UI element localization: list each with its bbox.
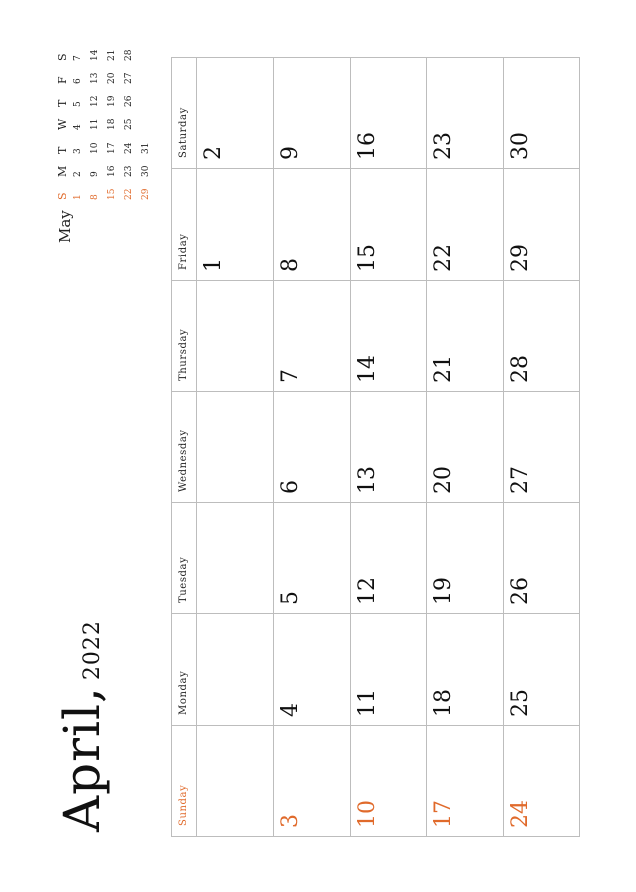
date-cell-29[interactable]: 29 <box>508 244 533 272</box>
mini-date-14: 14 <box>90 49 100 61</box>
date-cell-23[interactable]: 23 <box>431 132 456 160</box>
weekday-label-sunday: Sunday <box>178 784 189 826</box>
date-cell-19[interactable]: 19 <box>431 577 456 605</box>
mini-date-2: 2 <box>73 171 83 177</box>
mini-weekday-initial: S <box>56 192 69 200</box>
grid-row-divider <box>171 613 580 614</box>
page-title <box>55 620 120 832</box>
mini-date-27: 27 <box>124 72 134 84</box>
mini-weekday-initial: S <box>56 53 69 61</box>
mini-date-12: 12 <box>90 95 100 107</box>
mini-date-24: 24 <box>124 142 134 154</box>
mini-weekday-initial: F <box>56 76 69 84</box>
date-cell-25[interactable]: 25 <box>508 689 533 717</box>
mini-weekday-initial: T <box>56 99 69 107</box>
date-cell-27[interactable]: 27 <box>508 466 533 494</box>
grid-row-divider <box>171 57 580 58</box>
mini-date-23: 23 <box>124 165 134 177</box>
date-cell-18[interactable]: 18 <box>431 689 456 717</box>
year-label: 2022 <box>80 620 105 681</box>
date-cell-30[interactable]: 30 <box>508 132 533 160</box>
mini-date-20: 20 <box>107 72 117 84</box>
grid-column-divider <box>579 57 580 837</box>
grid-column-divider <box>171 57 172 837</box>
date-cell-28[interactable]: 28 <box>508 355 533 383</box>
mini-calendar-title: May <box>56 210 74 243</box>
date-cell-22[interactable]: 22 <box>431 244 456 272</box>
mini-date-30: 30 <box>141 165 151 177</box>
mini-date-21: 21 <box>107 49 117 61</box>
weekday-label-friday: Friday <box>178 233 189 270</box>
mini-date-29: 29 <box>141 188 151 200</box>
grid-row-divider <box>171 502 580 503</box>
mini-weekday-initial: W <box>56 118 69 130</box>
mini-date-13: 13 <box>90 72 100 84</box>
date-cell-8[interactable]: 8 <box>278 258 303 272</box>
mini-date-22: 22 <box>124 188 134 200</box>
date-cell-15[interactable]: 15 <box>355 244 380 272</box>
grid-row-divider <box>171 168 580 169</box>
mini-date-28: 28 <box>124 49 134 61</box>
mini-weekday-initial: T <box>56 146 69 154</box>
grid-column-divider <box>426 57 427 837</box>
grid-row-divider <box>171 836 580 837</box>
grid-column-divider <box>196 57 197 837</box>
weekday-label-monday: Monday <box>178 670 189 715</box>
weekday-label-tuesday: Tuesday <box>178 556 189 603</box>
mini-date-16: 16 <box>107 165 117 177</box>
date-cell-10[interactable]: 10 <box>355 800 380 828</box>
date-cell-14[interactable]: 14 <box>355 355 380 383</box>
mini-date-17: 17 <box>107 142 117 154</box>
date-cell-7[interactable]: 7 <box>278 369 303 383</box>
date-cell-4[interactable]: 4 <box>278 703 303 717</box>
date-cell-26[interactable]: 26 <box>508 577 533 605</box>
mini-date-5: 5 <box>73 101 83 107</box>
mini-date-18: 18 <box>107 118 117 130</box>
mini-weekday-initial: M <box>56 165 69 177</box>
weekday-label-thursday: Thursday <box>178 328 189 381</box>
date-cell-9[interactable]: 9 <box>278 146 303 160</box>
weekday-label-wednesday: Wednesday <box>178 429 189 492</box>
grid-row-divider <box>171 725 580 726</box>
mini-date-11: 11 <box>90 118 100 130</box>
mini-date-3: 3 <box>73 148 83 154</box>
mini-date-4: 4 <box>73 124 83 130</box>
mini-date-26: 26 <box>124 95 134 107</box>
weekday-label-saturday: Saturday <box>178 107 189 158</box>
date-cell-13[interactable]: 13 <box>355 466 380 494</box>
grid-column-divider <box>273 57 274 837</box>
grid-column-divider <box>503 57 504 837</box>
date-cell-17[interactable]: 17 <box>431 800 456 828</box>
date-cell-1[interactable]: 1 <box>201 258 226 272</box>
date-cell-16[interactable]: 16 <box>355 132 380 160</box>
date-cell-20[interactable]: 20 <box>431 466 456 494</box>
date-cell-2[interactable]: 2 <box>201 146 226 160</box>
mini-date-10: 10 <box>90 142 100 154</box>
date-cell-11[interactable]: 11 <box>355 689 380 717</box>
mini-date-15: 15 <box>107 188 117 200</box>
date-cell-6[interactable]: 6 <box>278 480 303 494</box>
date-cell-5[interactable]: 5 <box>278 591 303 605</box>
grid-column-divider <box>350 57 351 837</box>
mini-date-9: 9 <box>90 171 100 177</box>
date-cell-12[interactable]: 12 <box>355 577 380 605</box>
mini-date-6: 6 <box>73 78 83 84</box>
date-cell-21[interactable]: 21 <box>431 355 456 383</box>
month-grid <box>171 57 580 836</box>
date-cell-3[interactable]: 3 <box>278 814 303 828</box>
month-name: April, <box>53 686 111 832</box>
date-cell-24[interactable]: 24 <box>508 800 533 828</box>
mini-date-8: 8 <box>90 194 100 200</box>
mini-date-19: 19 <box>107 95 117 107</box>
mini-date-1: 1 <box>73 194 83 200</box>
mini-date-25: 25 <box>124 118 134 130</box>
mini-date-7: 7 <box>73 55 83 61</box>
mini-date-31: 31 <box>141 142 151 154</box>
grid-row-divider <box>171 391 580 392</box>
grid-row-divider <box>171 280 580 281</box>
